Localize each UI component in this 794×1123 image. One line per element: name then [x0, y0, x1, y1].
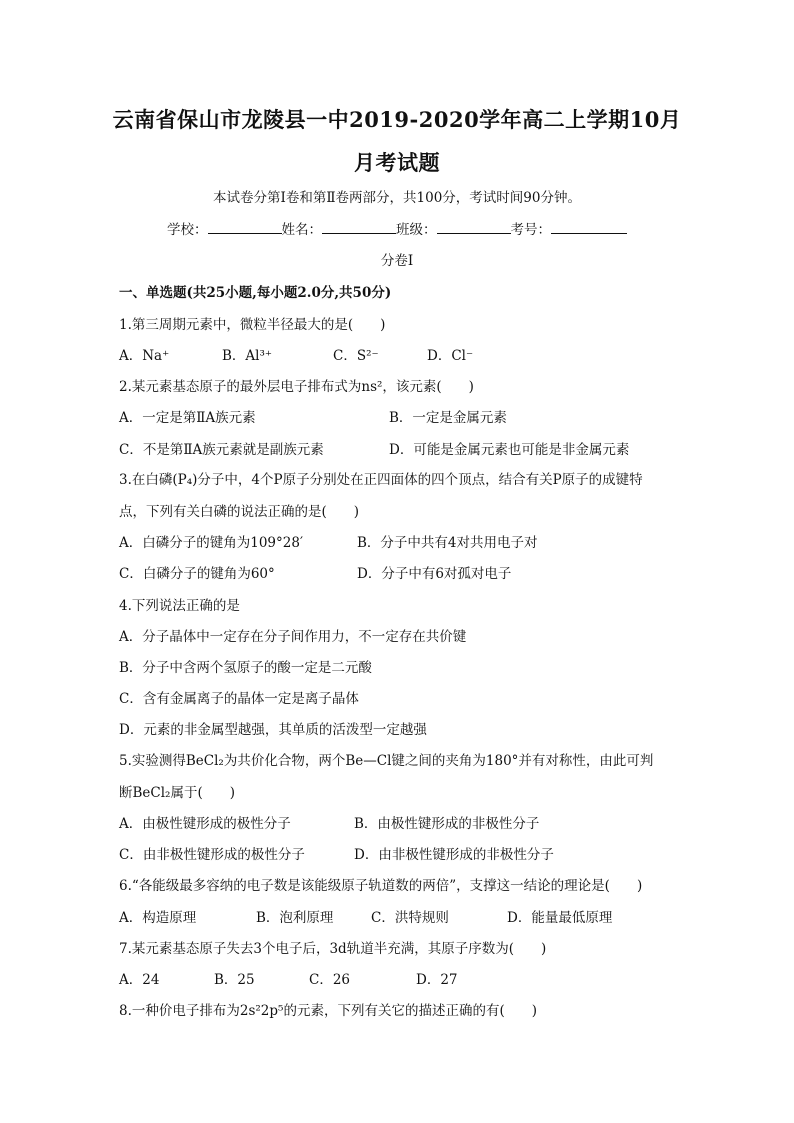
field-class-label: 班级：: [396, 222, 437, 238]
q5-option-d: D．由非极性键形成的非极性分子: [354, 847, 554, 863]
q6-option-a: A．构造原理: [119, 910, 197, 926]
section-label: 分卷I: [380, 253, 414, 269]
exam-title-line2: 月考试题: [354, 150, 440, 175]
q2-stem: 2.某元素基态原子的最外层电子排布式为ns²，该元素( ): [119, 379, 474, 395]
q5-option-b: B．由极性键形成的非极性分子: [354, 816, 540, 832]
q7-option-d: D．27: [416, 972, 458, 988]
q6-option-c: C．洪特规则: [371, 910, 449, 926]
q4-option-d: D．元素的非金属型越强，其单质的活泼型一定越强: [119, 722, 427, 738]
field-school-blank[interactable]: [208, 220, 282, 234]
exam-intro: 本试卷分第Ⅰ卷和第Ⅱ卷两部分，共100分，考试时间90分钟。: [213, 190, 581, 206]
part1-heading: 一、单选题(共25小题,每小题2.0分,共50分): [119, 285, 392, 301]
q2-option-a: A．一定是第ⅡA族元素: [119, 410, 256, 426]
q6-option-d: D．能量最低原理: [507, 910, 613, 926]
q5-option-c: C．由非极性键形成的极性分子: [119, 847, 305, 863]
q7-stem: 7.某元素基态原子失去3个电子后，3d轨道半充满，其原子序数为( ): [119, 941, 547, 957]
field-examno-label: 考号：: [510, 222, 551, 238]
q4-option-b: B．分子中含两个氢原子的酸一定是二元酸: [119, 660, 372, 676]
q3-stem-line1: 3.在白磷(P₄)分子中，4个P原子分别处在正四面体的四个顶点，结合有关P原子的成键特: [119, 472, 643, 488]
field-examno-blank[interactable]: [551, 220, 627, 234]
q2-option-d: D．可能是金属元素也可能是非金属元素: [389, 442, 630, 458]
q3-option-c: C．白磷分子的键角为60°: [119, 566, 275, 582]
q4-stem: 4.下列说法正确的是: [119, 598, 240, 614]
q2-option-b: B．一定是金属元素: [389, 410, 507, 426]
q7-option-a: A．24: [119, 972, 160, 988]
q5-stem-line2: 断BeCl₂属于( ): [119, 785, 236, 801]
q1-option-b: B．Al³⁺: [222, 348, 273, 364]
q7-option-c: C．26: [309, 972, 351, 988]
q6-option-b: B．泡利原理: [256, 910, 334, 926]
field-name-label: 姓名：: [281, 222, 322, 238]
q5-option-a: A．由极性键形成的极性分子: [119, 816, 291, 832]
field-class-blank[interactable]: [437, 220, 511, 234]
q3-option-a: A．白磷分子的键角为109°28′: [119, 535, 304, 551]
q6-stem: 6.“各能级最多容纳的电子数是该能级原子轨道数的两倍”，支撑这一结论的理论是( ): [119, 878, 643, 894]
q8-stem: 8.一种价电子排布为2s²2p⁵的元素，下列有关它的描述正确的有( ): [119, 1003, 537, 1019]
q7-option-b: B．25: [214, 972, 255, 988]
info-fields-row: [0, 218, 794, 238]
q3-option-d: D．分子中有6对孤对电子: [357, 566, 512, 582]
q3-stem-line2: 点，下列有关白磷的说法正确的是( ): [119, 504, 360, 520]
field-name-blank[interactable]: [322, 220, 396, 234]
field-school-label: 学校：: [167, 222, 208, 238]
q1-option-a: A．Na⁺: [119, 348, 170, 364]
q4-option-c: C．含有金属离子的晶体一定是离子晶体: [119, 691, 359, 707]
q2-option-c: C．不是第ⅡA族元素就是副族元素: [119, 442, 324, 458]
q1-option-c: C．S²⁻: [333, 348, 379, 364]
q3-option-b: B．分子中共有4对共用电子对: [357, 535, 538, 551]
q5-stem-line1: 5.实验测得BeCl₂为共价化合物，两个Be—Cl键之间的夹角为180°并有对称性，由此可判: [119, 753, 654, 769]
q4-option-a: A．分子晶体中一定存在分子间作用力，不一定存在共价键: [119, 629, 467, 645]
q1-stem: 1.第三周期元素中，微粒半径最大的是( ): [119, 317, 386, 333]
exam-title-line1: 云南省保山市龙陵县一中2019-2020学年高二上学期10月: [112, 107, 682, 132]
q1-option-d: D．Cl⁻: [427, 348, 474, 364]
